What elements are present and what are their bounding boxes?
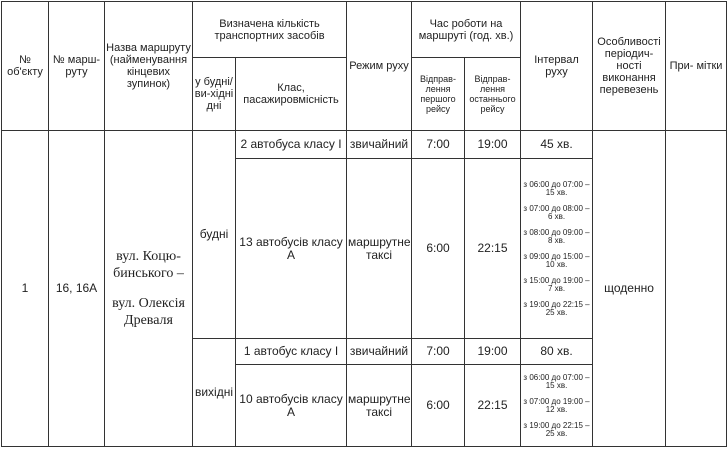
vehicle-class: 10 автобусів класу А [236,365,347,447]
first-departure: 7:00 [412,131,465,159]
first-departure: 6:00 [412,365,465,447]
header-object-no: № об'єкту [2,2,49,131]
route-name [105,131,193,447]
header-first-departure: Відправ- лення першого рейсу [412,58,465,131]
interval-item: з 19:00 до 22:15 – 25 хв. [523,420,590,438]
header-weekday: у будні/ ви-хідні дні [193,58,236,131]
interval-item: з 06:00 до 07:00 – 15 хв. [523,372,590,390]
header-row-1 [2,2,727,58]
last-departure: 22:15 [465,159,521,339]
interval-item: з 09:00 до 15:00 – 10 хв. [523,251,590,269]
route-name-start: вул. Коцю- бинського – [113,249,184,281]
first-departure: 7:00 [412,339,465,365]
header-route-no: № марш- руту [49,2,105,131]
route-name-end: вул. Олексія Древаля [112,296,185,328]
last-departure: 19:00 [465,339,521,365]
last-departure: 22:15 [465,365,521,447]
header-last-departure: Відправ- лення останнього рейсу [465,58,521,131]
traffic-mode: маршрутне таксі [347,159,412,339]
header-mode: Режим руху [347,2,412,131]
traffic-mode: маршрутне таксі [347,365,412,447]
header-vehicles: Визначена кількість транспортних засобів [193,2,347,58]
interval-value: 80 хв. [521,339,593,365]
vehicle-class: 13 автобусів класу А [236,159,347,339]
interval-value: 45 хв. [521,131,593,159]
vehicle-class: 1 автобус класу І [236,339,347,365]
interval-item: з 06:00 до 07:00 – 15 хв. [523,179,590,197]
vehicle-class: 2 автобуса класу І [236,131,347,159]
interval-list [521,159,593,339]
header-route-name: Назва маршруту (найменування кінцевих зупинок) [105,2,193,131]
object-number: 1 [2,131,49,447]
route-number: 16, 16А [49,131,105,447]
interval-list [521,365,593,447]
route-schedule-table [1,1,727,447]
day-type-weekdays: будні [193,131,236,339]
notes-value [666,131,727,447]
first-departure: 6:00 [412,159,465,339]
features-value: щоденно [593,131,666,447]
traffic-mode: звичайний [347,339,412,365]
header-class: Клас, пасажировмісність [236,58,347,131]
interval-item: з 07:00 до 08:00 – 6 хв. [523,203,590,221]
interval-item: з 08:00 до 09:00 – 8 хв. [523,227,590,245]
header-features: Особливості періодич- ності виконання перевезень [593,2,666,131]
interval-item: з 07:00 до 19:00 – 12 хв. [523,396,590,414]
header-work-time: Час роботи на маршруті (год. хв.) [412,2,521,58]
table-row [2,131,727,159]
last-departure: 19:00 [465,131,521,159]
header-interval: Інтервал руху [521,2,593,131]
interval-item: з 19:00 до 22:15 – 25 хв. [523,299,590,317]
header-notes: При- мітки [666,2,727,131]
day-type-weekends: вихідні [193,339,236,447]
traffic-mode: звичайний [347,131,412,159]
interval-item: з 15:00 до 19:00 – 7 хв. [523,275,590,293]
